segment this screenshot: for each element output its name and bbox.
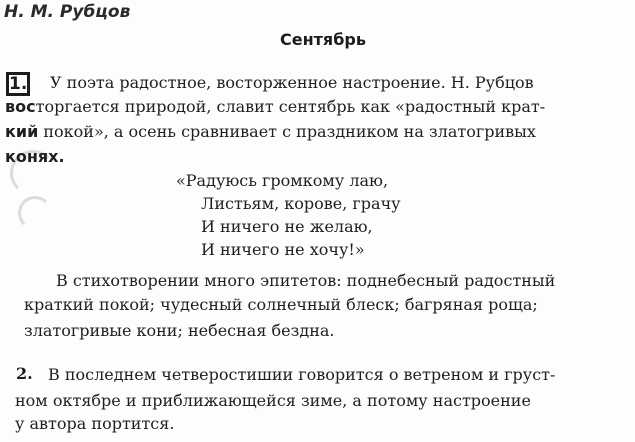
task-1-number: 1. (6, 72, 30, 96)
task-2-number: 2. (16, 364, 33, 383)
poem-line: И ничего не желаю, (201, 217, 373, 236)
task-2-line-3: у автора портится. (15, 414, 175, 433)
poem-title: Сентябрь (280, 30, 366, 49)
task-1-line-3-bold: кий (5, 122, 39, 141)
task-1-line-3 (5, 121, 536, 143)
epithets-line-2: краткий покой; чудесный солнечный блеск; багряная роща; (24, 295, 538, 314)
task-1-line-2-text: торгается природой, славит сентябрь как «радостный крат- (35, 97, 546, 116)
epithets-line-1: В стихотворении много эпитетов: поднебесный радостный (56, 271, 556, 290)
author-heading: Н. М. Рубцов (4, 2, 131, 22)
task-1-line-4 (5, 146, 65, 168)
task-1-line-3-text: покой», а осень сравнивает с праздником на златогривых (38, 122, 536, 141)
task-1-line-1 (50, 72, 534, 94)
task-1-line-1-text: У поэта радостное, восторженное настроение. Н. Рубцов (50, 73, 534, 92)
poem-line: «Радуюсь громкому лаю, (176, 171, 389, 190)
poem-line: Листьям, корове, грачу (201, 194, 401, 213)
poem-line: И ничего не хочу!» (201, 240, 365, 259)
task-2-line-1: В последнем четверостишии говорится о ветреном и груст- (48, 365, 556, 384)
task-1-line-2 (5, 96, 545, 118)
task-1-line-4-text: конях. (5, 147, 65, 166)
task-1-line-2-bold: вос (5, 97, 36, 116)
task-2-line-2: ном октябре и приближающейся зиме, а потому настроение (15, 391, 531, 410)
page-smudge-mark (18, 196, 52, 230)
epithets-line-3: златогривые кони; небесная бездна. (24, 321, 335, 340)
